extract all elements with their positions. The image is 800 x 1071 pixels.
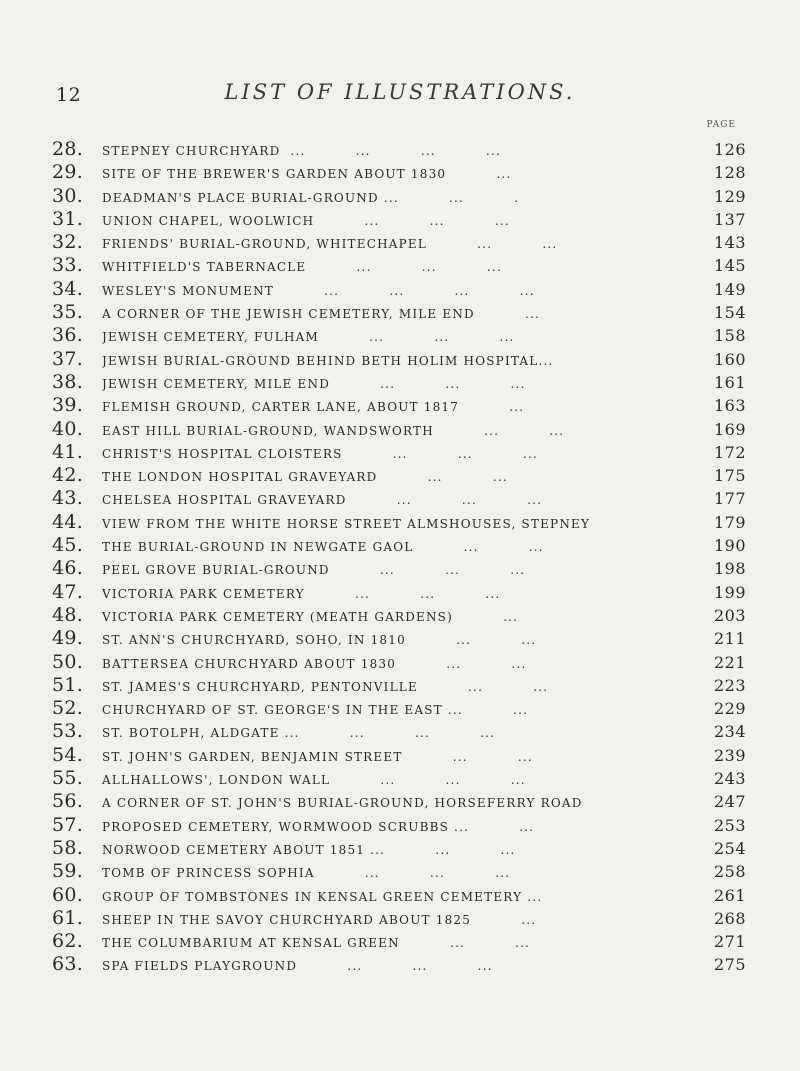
- illustration-title: NORWOOD CEMETERY ABOUT 1851 ... ... ...: [102, 842, 516, 857]
- illustration-title: PEEL GROVE BURIAL-GROUND ... ... ...: [102, 563, 526, 578]
- illustration-title: PROPOSED CEMETERY, WORMWOOD SCRUBBS ... ...: [102, 819, 535, 834]
- illustration-title: THE BURIAL-GROUND IN NEWGATE GAOL ... ...: [102, 540, 544, 555]
- illustration-title: JEWISH CEMETERY, FULHAM ... ... ...: [102, 330, 515, 345]
- illustration-page: 234: [713, 722, 746, 742]
- list-item: [52, 837, 746, 860]
- illustration-title: VIEW FROM THE WHITE HORSE STREET ALMSHOUSES, STEPNEY: [102, 516, 591, 531]
- illustration-title: THE COLUMBARIUM AT KENSAL GREEN ... ...: [102, 936, 531, 951]
- illustration-title: EAST HILL BURIAL-GROUND, WANDSWORTH ... ...: [102, 423, 565, 438]
- list-item: [52, 138, 746, 161]
- illustration-number: 53.: [52, 720, 84, 743]
- illustration-page: 203: [713, 605, 746, 625]
- list-item: [52, 324, 746, 347]
- illustration-number: 55.: [52, 767, 84, 790]
- illustration-number: 63.: [52, 953, 84, 976]
- illustration-number: 62.: [52, 930, 84, 953]
- list-item: [52, 278, 746, 301]
- illustration-title: SITE OF THE BREWER'S GARDEN ABOUT 1830 ...: [102, 167, 512, 182]
- list-item: [52, 464, 746, 487]
- illustration-title: UNION CHAPEL, WOOLWICH ... ... ...: [102, 213, 510, 228]
- illustration-page: 198: [713, 559, 746, 579]
- illustration-page: 143: [713, 233, 746, 253]
- list-item: [52, 720, 746, 743]
- illustration-page: 175: [713, 466, 746, 486]
- illustration-title: CHELSEA HOSPITAL GRAVEYARD ... ... ...: [102, 493, 543, 508]
- illustration-number: 58.: [52, 836, 84, 859]
- illustration-page: 211: [713, 629, 746, 649]
- illustration-page: 271: [713, 932, 746, 952]
- illustration-number: 43.: [52, 487, 84, 510]
- illustration-number: 47.: [52, 580, 84, 603]
- list-item: [52, 301, 746, 324]
- illustration-page: 247: [713, 792, 746, 812]
- list-item: [52, 348, 746, 371]
- illustration-number: 38.: [52, 370, 84, 393]
- list-item: [52, 185, 746, 208]
- illustration-number: 37.: [52, 347, 84, 370]
- illustration-page: 243: [713, 769, 746, 789]
- illustration-page: 179: [713, 512, 746, 532]
- illustration-page: 163: [713, 396, 746, 416]
- list-item: [52, 930, 746, 953]
- illustration-page: 229: [713, 699, 746, 719]
- list-item: [52, 651, 746, 674]
- list-item: [52, 767, 746, 790]
- illustration-page: 268: [713, 908, 746, 928]
- illustration-page: 158: [713, 326, 746, 346]
- illustration-number: 44.: [52, 510, 84, 533]
- list-item: [52, 604, 746, 627]
- illustration-page: 261: [713, 885, 746, 905]
- illustration-page: 275: [713, 955, 746, 975]
- list-item: [52, 860, 746, 883]
- illustration-number: 61.: [52, 906, 84, 929]
- illustration-title: JEWISH BURIAL-GROUND BEHIND BETH HOLIM HOSPITAL...: [102, 353, 554, 368]
- list-item: [52, 953, 746, 976]
- illustration-page: 149: [713, 279, 746, 299]
- illustration-title: VICTORIA PARK CEMETERY (MEATH GARDENS) ...: [102, 609, 519, 624]
- list-item: [52, 534, 746, 557]
- illustration-title: THE LONDON HOSPITAL GRAVEYARD ... ...: [102, 470, 508, 485]
- illustration-title: DEADMAN'S PLACE BURIAL-GROUND ... ... .: [102, 190, 520, 205]
- illustration-number: 39.: [52, 394, 84, 417]
- illustration-page: 258: [713, 862, 746, 882]
- list-item: [52, 884, 746, 907]
- illustration-number: 45.: [52, 534, 84, 557]
- illustration-page: 190: [713, 536, 746, 556]
- illustration-number: 32.: [52, 231, 84, 254]
- illustration-number: 34.: [52, 277, 84, 300]
- illustration-number: 50.: [52, 650, 84, 673]
- illustration-page: 161: [713, 372, 746, 392]
- running-title: LIST OF ILLUSTRATIONS.: [224, 80, 576, 104]
- illustration-title: FLEMISH GROUND, CARTER LANE, ABOUT 1817 ...: [102, 400, 525, 415]
- illustration-number: 59.: [52, 860, 84, 883]
- illustration-page: 126: [713, 140, 746, 159]
- illustration-number: 30.: [52, 184, 84, 207]
- illustration-number: 46.: [52, 557, 84, 580]
- illustration-title: JEWISH CEMETERY, MILE END ... ... ...: [102, 376, 526, 391]
- list-item: [52, 790, 746, 813]
- illustration-page: 223: [713, 675, 746, 695]
- illustration-title: A CORNER OF THE JEWISH CEMETERY, MILE END ...: [102, 307, 541, 322]
- list-item: [52, 557, 746, 580]
- illustration-title: FRIENDS' BURIAL-GROUND, WHITECHAPEL ... ...: [102, 237, 558, 252]
- illustration-title: ST. JAMES'S CHURCHYARD, PENTONVILLE ... ...: [102, 679, 549, 694]
- list-item: [52, 254, 746, 277]
- illustration-number: 28.: [52, 138, 84, 160]
- list-item: [52, 814, 746, 837]
- illustration-number: 54.: [52, 743, 84, 766]
- illustration-page: 169: [713, 419, 746, 439]
- illustration-page: 172: [713, 442, 746, 462]
- illustration-page: 128: [713, 163, 746, 183]
- list-item: [52, 581, 746, 604]
- illustration-number: 40.: [52, 417, 84, 440]
- illustration-number: 57.: [52, 813, 84, 836]
- illustration-title: SHEEP IN THE SAVOY CHURCHYARD ABOUT 1825 ...: [102, 912, 537, 927]
- illustration-title: SPA FIELDS PLAYGROUND ... ... ...: [102, 959, 493, 974]
- illustration-page: 239: [713, 745, 746, 765]
- list-item: [52, 907, 746, 930]
- illustration-number: 60.: [52, 883, 84, 906]
- list-item: [52, 744, 746, 767]
- illustration-title: WHITFIELD'S TABERNACLE ... ... ...: [102, 260, 502, 275]
- illustration-page: 129: [713, 186, 746, 206]
- illustration-number: 48.: [52, 603, 84, 626]
- list-item: [52, 487, 746, 510]
- illustration-page: 253: [713, 815, 746, 835]
- illustration-page: 145: [713, 256, 746, 276]
- list-item: [52, 441, 746, 464]
- list-item: [52, 674, 746, 697]
- illustration-page: 137: [713, 209, 746, 229]
- illustration-page: 199: [713, 582, 746, 602]
- list-item: [52, 418, 746, 441]
- illustration-title: ALLHALLOWS', LONDON WALL ... ... ...: [102, 773, 526, 788]
- illustration-title: BATTERSEA CHURCHYARD ABOUT 1830 ... ...: [102, 656, 527, 671]
- page-column-label: PAGE: [706, 120, 736, 130]
- list-item: [52, 371, 746, 394]
- illustration-title: ST. BOTOLPH, ALDGATE ... ... ... ...: [102, 726, 496, 741]
- illustration-page: 177: [713, 489, 746, 509]
- illustration-number: 56.: [52, 790, 84, 813]
- illustration-number: 41.: [52, 440, 84, 463]
- list-item: [52, 161, 746, 184]
- illustration-page: 154: [713, 303, 746, 323]
- illustration-page: 254: [713, 838, 746, 858]
- illustration-number: 36.: [52, 324, 84, 347]
- illustration-title: CHRIST'S HOSPITAL CLOISTERS ... ... ...: [102, 446, 539, 461]
- illustration-title: ST. ANN'S CHURCHYARD, SOHO, IN 1810 ... ...: [102, 633, 537, 648]
- page-number: 12: [56, 84, 82, 106]
- illustration-title: VICTORIA PARK CEMETERY ... ... ...: [102, 586, 501, 601]
- illustration-title: ST. JOHN'S GARDEN, BENJAMIN STREET ... ...: [102, 749, 533, 764]
- list-item: [52, 697, 746, 720]
- illustration-title: WESLEY'S MONUMENT ... ... ... ...: [102, 283, 535, 298]
- illustration-title: GROUP OF TOMBSTONES IN KENSAL GREEN CEMETERY ...: [102, 889, 543, 904]
- illustration-number: 49.: [52, 627, 84, 650]
- illustrations-list: [52, 138, 746, 977]
- illustration-number: 51.: [52, 673, 84, 696]
- illustration-title: STEPNEY CHURCHYARD ... ... ... ...: [102, 144, 502, 158]
- illustration-title: CHURCHYARD OF ST. GEORGE'S IN THE EAST ... ...: [102, 703, 529, 718]
- illustration-page: 221: [713, 652, 746, 672]
- illustration-number: 33.: [52, 254, 84, 277]
- illustration-number: 52.: [52, 697, 84, 720]
- list-item: [52, 394, 746, 417]
- list-item: [52, 208, 746, 231]
- illustration-number: 31.: [52, 207, 84, 230]
- list-item: [52, 627, 746, 650]
- illustration-title: TOMB OF PRINCESS SOPHIA ... ... ...: [102, 866, 511, 881]
- illustration-title: A CORNER OF ST. JOHN'S BURIAL-GROUND, HORSEFERRY ROAD: [102, 796, 583, 811]
- illustration-number: 35.: [52, 301, 84, 324]
- list-item: [52, 231, 746, 254]
- illustration-number: 42.: [52, 464, 84, 487]
- list-item: [52, 511, 746, 534]
- illustration-page: 160: [713, 349, 746, 369]
- illustration-number: 29.: [52, 161, 84, 184]
